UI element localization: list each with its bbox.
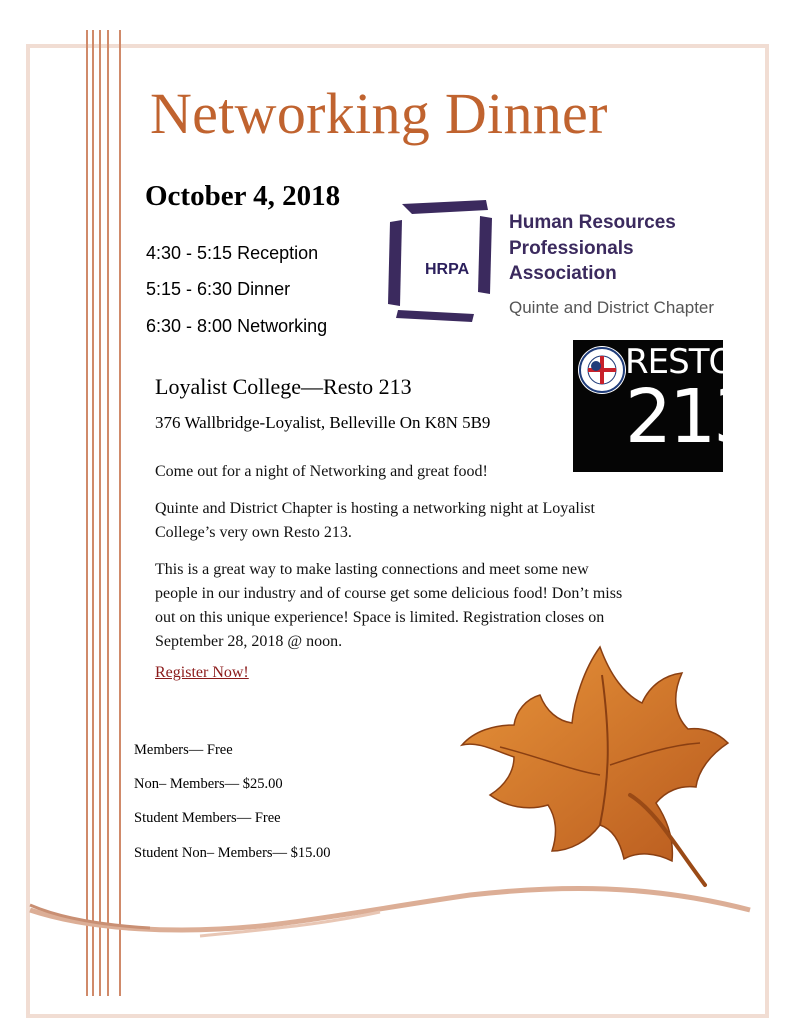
hrpa-line: Association bbox=[509, 263, 617, 284]
venue-name: Loyalist College—Resto 213 bbox=[155, 374, 412, 399]
price-item: Non– Members— $25.00 bbox=[134, 776, 283, 792]
hrpa-abbr: HRPA bbox=[425, 261, 470, 278]
event-date: October 4, 2018 bbox=[145, 180, 341, 212]
venue-address: 376 Wallbridge-Loyalist, Belleville On K8N 5B9 bbox=[155, 413, 491, 432]
price-item: Student Members— Free bbox=[134, 810, 281, 826]
resto-213-logo bbox=[573, 340, 758, 472]
page-title: Networking Dinner bbox=[150, 81, 608, 146]
schedule-item: 4:30 - 5:15 Reception bbox=[146, 243, 319, 263]
resto-word: RESTO bbox=[625, 342, 735, 382]
price-item: Members— Free bbox=[134, 742, 233, 758]
intro-paragraph: Come out for a night of Networking and great food! bbox=[155, 463, 488, 480]
hrpa-line: Professionals bbox=[509, 238, 634, 259]
hrpa-chapter: Quinte and District Chapter bbox=[509, 298, 715, 317]
price-item: Student Non– Members— $15.00 bbox=[134, 845, 331, 861]
hrpa-logo bbox=[388, 198, 738, 322]
host-paragraph: Quinte and District Chapter is hosting a networking night at Loyalist College’s very own Resto 213. bbox=[155, 500, 595, 541]
schedule-item: 5:15 - 6:30 Dinner bbox=[146, 279, 291, 299]
details-paragraph: This is a great way to make lasting connections and meet some new people in our industry and of course get some delicious food! Don’t miss out on this unique experience! Space is limited. Registration closes on September 28, 2018 @ noon. bbox=[155, 561, 623, 650]
maple-leaf-icon bbox=[460, 645, 730, 900]
register-link[interactable]: Register Now! bbox=[155, 664, 249, 681]
hrpa-line: Human Resources bbox=[509, 212, 676, 233]
schedule-item: 6:30 - 8:00 Networking bbox=[146, 316, 328, 336]
loyalist-seal-icon bbox=[578, 346, 626, 394]
resto-number: 213 bbox=[625, 374, 758, 460]
